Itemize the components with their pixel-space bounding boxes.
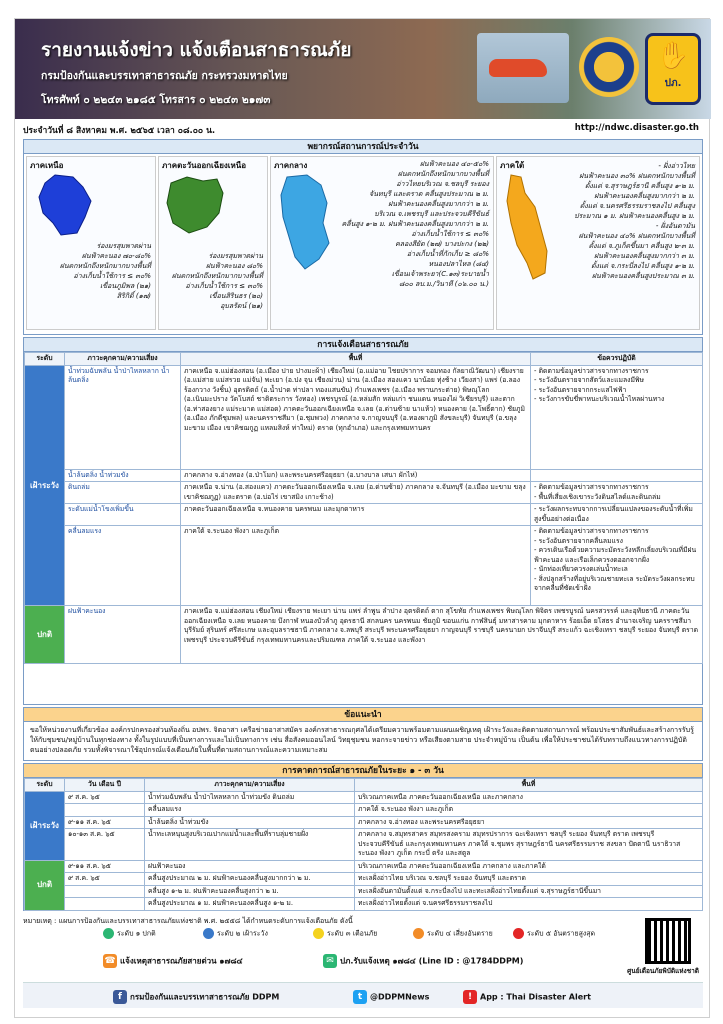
table-row: ระดับแม่น้ำโขงเพิ่มขึ้น ภาคตะวันออกเฉียงเหนือ จ.หนองคาย นครพนม และมุกดาหาร - ระวังผลกระทบจากการเปลี่ยนแปลงของระดับน้ำที่เพิ่มสูงขึ้นอย่างต่อเนื่อง: [25, 504, 703, 526]
region-northeast-title: ภาคตะวันออกเฉียงเหนือ: [162, 161, 247, 170]
legend-level-5: ระดับ ๕ อันตรายสูงสุด: [513, 928, 595, 940]
table-row: เฝ้าระวัง น้ำท่วมฉับพลัน น้ำป่าไหลหลาก น้ำล้นตลิ่ง ภาคเหนือ จ.แม่ฮ่องสอน (อ.เมือง ปาย ปางมะผ้า) เชียงใหม่ (อ.แม่อาย ไชยปราการ จอมทอง กัลยาณิวัฒนา) เชียงราย (อ.แม่สาย แม่สรวย แม่จัน) พะเยา (อ.ปง จุน เชียงม่วน) น่าน (อ.เมือง สองแคว นาน้อย ทุ่งช้าง เวียงสา) แพร่ (อ.ลอง ร้องกวาง วังชิ้น) อุตรดิตถ์ (อ.น้ำปาด ท่าปลา ทองแสนขัน) กำแพงเพชร (อ.เมือง พรานกระต่าย) พิษณุโลก (อ.เนินมะปราง วัดโบสถ์ ชาติตระการ วังทอง) เพชรบูรณ์ (อ.หล่มสัก หล่มเก่า ชนแดน หนองไผ่ วิเชียรบุรี) และตาก (อ.ท่าสองยาง แม่ระมาด แม่สอด) ภาคตะวันออกเฉียงเหนือ จ.เลย (อ.ด่านซ้าย นาแห้ว) หนองคาย (อ.โพธิ์ตาก) ชัยภูมิ (อ.เมือง ภักดีชุมพล) และนครราชสีมา (อ.ชุมพวง) ภาคกลาง จ.กาญจนบุรี (อ.ทองผาภูมิ สังขละบุรี) จันทบุรี (อ.ขลุง มะขาม เมือง เขาคิชฌกูฏ แหลมสิงห์ ท่าใหม่) ตราด (ทุกอำเภอ) และกรุงเทพมหานคร - ติดตามข้อมูลข่าวสารจากทางราชการ - ระวังอันตรายจากสัตว์และแมลงมีพิษ - ระวังอันตรายจากกระแสไฟฟ้า - ระวังการขับขี่พาหนะบริเวณน้ำไหลผ่านทาง: [25, 365, 703, 469]
warning-section: [23, 337, 703, 705]
twitter-icon: t: [353, 990, 367, 1004]
map-central: [277, 173, 333, 273]
forecast3-table: [24, 778, 703, 911]
table-row: ดินถล่ม ภาคเหนือ จ.น่าน (อ.สองแคว) ภาคตะวันออกเฉียงเหนือ จ.เลย (อ.ด่านซ้าย) ภาคกลาง จ.จันทบุรี (อ.เมือง มะขาม ขลุง เขาคิชฌกูฏ) และตราด (อ.บ่อไร่ เขาสมิง เกาะช้าง) - ติดตามข้อมูลข่าวสารจากทางราชการ - พื้นที่เสี่ยงเชิงเขาระวังดินสไลด์และดินถล่ม: [25, 482, 703, 504]
region-south-text: - ฝั่งอ่าวไทย ฝนฟ้าคะนอง ๓๐% ฝนตกหนักบางพื้นที่ ตั้งแต่ จ.สุราษฎร์ธานี คลื่นสูง ๑-๒ ม. ฝนฟ้าคะนองคลื่นสูงมากกว่า ๒ ม. ตั้งแต่ จ.นครศรีธรรมราชลงไป คลื่นสูง ประมาณ ๑ ม. ฝนฟ้าคะนองคลื่นสูง ๒ ม. - ฝั่งอันดามัน ฝนฟ้าคะนอง ๔๐% ฝนตกหนักบางพื้นที่ ตั้งแต่ จ.ภูเก็ตขึ้นมา คลื่นสูง ๒-๓ ม. ฝนฟ้าคะนองคลื่นสูงมากกว่า ๓ ม. ตั้งแต่ จ.กระบี่ลงไป คลื่นสูง ๑-๒ ม. ฝนฟ้าคะนองคลื่นสูงประมาณ ๓ ม.: [574, 162, 695, 280]
region-south: [496, 156, 700, 330]
forecast-title: พยากรณ์สถานการณ์ประจำวัน: [24, 140, 702, 154]
header-banner: [15, 19, 711, 119]
forecast3-section: [23, 763, 703, 911]
ministry-seal-icon: [579, 37, 639, 97]
advice-section: [23, 707, 703, 761]
app-icon: !: [463, 990, 477, 1004]
advice-title: ข้อแนะนำ: [24, 708, 702, 722]
footer: [23, 916, 703, 1014]
report-date: ประจำวันที่ ๘ สิงหาคม พ.ศ. ๒๕๖๕ เวลา ๐๘.๐๐ น.: [23, 126, 216, 136]
table-row: คลื่นลมแรง ภาคใต้ จ.ระนอง พังงา และภูเก็ต: [25, 804, 703, 817]
hotline[interactable]: ☎ แจ้งเหตุสาธารณภัยสายด่วน ๑๗๘๔: [104, 956, 243, 966]
ddpm-logo: [645, 33, 701, 105]
region-northeast: [158, 156, 268, 330]
table-row: ๙-๑๑ ส.ค. ๖๕ น้ำล้นตลิ่ง น้ำท่วมขัง ภาคกลาง จ.อ่างทอง และพระนครศรีอยุธยา: [25, 816, 703, 829]
qr-caption: ศูนย์เตือนภัยพิบัติแห่งชาติ: [627, 967, 699, 975]
warning-header-row: ระดับ ภาวะคุกคาม/ความเสี่ยง พื้นที่ ข้อควรปฏิบัติ: [25, 353, 703, 366]
region-north: [26, 156, 156, 330]
table-row: ปกติ ๙-๑๑ ส.ค. ๖๕ ฝนฟ้าคะนอง บริเวณภาคเหนือ ภาคตะวันออกเฉียงเหนือ ภาคกลาง และภาคใต้: [25, 860, 703, 873]
legend-level-4: ระดับ ๔ เสี่ยงอันตราย: [413, 928, 493, 940]
facebook-link[interactable]: f กรมป้องกันและบรรเทาสาธารณภัย DDPM: [113, 990, 279, 1004]
website-link[interactable]: http://ndwc.disaster.go.th: [574, 123, 699, 133]
region-central: [270, 156, 494, 330]
department-name: กรมป้องกันและบรรเทาสาธารณภัย กระทรวงมหาดไทย: [41, 70, 288, 82]
line-icon: ✉: [323, 954, 337, 968]
forecast-section: [23, 139, 703, 335]
table-row: คลื่นสูง ๑-๒ ม. ฝนฟ้าคะนองคลื่นสูงกว่า ๒ ม. ทะเลฝั่งอันดามันตั้งแต่ จ.กระบี่ลงไป และทะเลฝั่งอ่าวไทยตั้งแต่ จ.สุราษฎร์ธานีขึ้นมา: [25, 885, 703, 898]
report-frame: [14, 18, 710, 1018]
region-north-text: ร่องมรสุมพาดผ่าน ฝนฟ้าคะนอง ๗๐-๘๐% ฝนตกหนักถึงหนักมากบางพื้นที่ อ่างเก็บน้ำใช้การ ≤ ๓๐% เขื่อนภูมิพล (๒๑) สิริกิติ์ (๑๗): [59, 242, 151, 300]
page-title: รายงานแจ้งข่าว แจ้งเตือนสาธารณภัย: [41, 39, 352, 61]
table-row: ๙ ส.ค. ๖๕ คลื่นสูงประมาณ ๒ ม. ฝนฟ้าคะนองคลื่นสูงมากกว่า ๒ ม. ทะเลฝั่งอ่าวไทย บริเวณ จ.ชลบุรี ระยอง จันทบุรี และตราด: [25, 873, 703, 886]
contact-phone: โทรศัพท์ ๐ ๒๒๔๓ ๒๑๘๕ โทรสาร ๐ ๒๒๔๓ ๒๑๗๓: [41, 94, 271, 106]
table-row: ปกติ ฝนฟ้าคะนอง ภาคเหนือ จ.แม่ฮ่องสอน เชียงใหม่ เชียงราย พะเยา น่าน แพร่ ลำพูน ลำปาง อุตรดิตถ์ ตาก สุโขทัย กำแพงเพชร พิษณุโลก พิจิตร เพชรบูรณ์ นครสวรรค์ และอุทัยธานี ภาคตะวันออกเฉียงเหนือ จ.เลย หนองคาย บึงกาฬ หนองบัวลำภู อุดรธานี สกลนคร นครพนม ชัยภูมิ ขอนแก่น กาฬสินธุ์ มหาสารคาม มุกดาหาร ร้อยเอ็ด ยโสธร อำนาจเจริญ นครราชสีมา บุรีรัมย์ สุรินทร์ ศรีสะเกษ และอุบลราชธานี ภาคกลาง จ.ลพบุรี สระบุรี พระนครศรีอยุธยา กาญจนบุรี ราชบุรี นครนายก ปราจีนบุรี สระแก้ว ฉะเชิงเทรา ชลบุรี ระยอง จันทบุรี ตราด เพชรบุรี ประจวบคีรีขันธ์ กรุงเทพมหานครและปริมณฑล ภาคใต้ จ.ระนอง และพังงา: [25, 606, 703, 664]
region-northeast-text: ร่องมรสุมพาดผ่าน ฝนฟ้าคะนอง ๘๐% ฝนตกหนักถึงหนักมากบางพื้นที่ อ่างเก็บน้ำใช้การ ≤ ๓๐% เขื่อนสิรินธร (๒๐) อุบลรัตน์ (๒๑): [171, 252, 263, 310]
qr-code[interactable]: [645, 918, 691, 964]
orange-dot-icon: [413, 928, 424, 939]
facebook-icon: f: [113, 990, 127, 1004]
green-dot-icon: [103, 928, 114, 939]
map-northeast: [165, 173, 225, 237]
twitter-link[interactable]: t @DDPMNews: [353, 990, 429, 1004]
blue-dot-icon: [203, 928, 214, 939]
region-central-title: ภาคกลาง: [274, 161, 308, 170]
level-normal: ปกติ: [25, 606, 65, 664]
helicopter-photo: [477, 33, 569, 103]
warning-title: การแจ้งเตือนสาธารณภัย: [24, 338, 702, 352]
level-watch: เฝ้าระวัง: [25, 365, 65, 606]
forecast3-title: การคาดการณ์สาธารณภัยในระยะ ๑ - ๓ วัน: [24, 764, 702, 778]
table-row: คลื่นลมแรง ภาคใต้ จ.ระนอง พังงา และภูเก็ต - ติดตามข้อมูลข่าวสารจากทางราชการ - ระวังอันตรายจากคลื่นลมแรง - ควรเดินเรือด้วยความระมัดระวังหลีกเลี่ยงบริเวณที่มีฝนฟ้าคะนอง และเรือเล็กควรงดออกจากฝั่ง - นักท่องเที่ยวควรงดเล่นน้ำทะเล - สิ่งปลูกสร้างที่อยู่บริเวณชายทะเล ระมัดระวังผลกระทบจากคลื่นที่ซัดเข้าฝั่ง: [25, 526, 703, 606]
red-dot-icon: [513, 928, 524, 939]
map-south: [501, 173, 551, 283]
table-row: น้ำล้นตลิ่ง น้ำท่วมขัง ภาคกลาง จ.อ่างทอง (อ.ป่าโมก) และพระนครศรีอยุธยา (อ.บางบาล เสนา ผักไห่): [25, 469, 703, 482]
social-bar: [23, 982, 703, 1008]
forecast3-header-row: ระดับ วัน เดือน ปี ภาวะคุกคาม/ความเสี่ยง พื้นที่: [25, 779, 703, 792]
warning-table: [24, 352, 703, 664]
app-link[interactable]: ! App : Thai Disaster Alert: [463, 990, 591, 1004]
line-contact[interactable]: ✉ ปภ.รับแจ้งเหตุ ๑๗๘๔ (Line ID : @1784DDPM): [323, 954, 523, 968]
table-row: ๑๐-๑๓ ส.ค. ๖๕ น้ำทะเลหนุนสูงบริเวณปากแม่น้ำและพื้นที่ราบลุ่มชายฝั่ง ภาคกลาง จ.สมุทรสาคร สมุทรสงคราม สมุทรปราการ ฉะเชิงเทรา ชลบุรี ระยอง จันทบุรี ตราด เพชรบุรี ประจวบคีรีขันธ์ และกรุงเทพมหานคร ภาคใต้ จ.ชุมพร สุราษฎร์ธานี นครศรีธรรมราช สงขลา ปัตตานี นราธิวาส ระนอง พังงา ภูเก็ต กระบี่ ตรัง และสตูล: [25, 829, 703, 861]
region-central-text: ฝนฟ้าคะนอง ๔๐-๕๐% ฝนตกหนักถึงหนักมากบางพื้นที่ อ่าวไทยบริเวณ จ.ชลบุรี ระยอง จันทบุรี และตราด คลื่นสูงประมาณ ๒ ม. ฝนฟ้าคะนองคลื่นสูงมากกว่า ๒ ม. บริเวณ จ.เพชรบุรี และประจวบคีรีขันธ์ คลื่นสูง ๑-๒ ม. ฝนฟ้าคะนองคลื่นสูงมากกว่า ๒ ม. อ่างเก็บน้ำใช้การ ≤ ๓๐% คลองสียัด (๒๗) บางปะกง (๒๒) อ่างเก็บน้ำที่กักเก็บ ≥ ๘๐% หนองปลาไหล (๘๔) เขื่อนเจ้าพระยา(C.๑๓)ระบายน้ำ ๘๐๐ ลบ.ม./วินาที (๐๖.๐๐ น.): [341, 160, 489, 288]
phone-icon: ☎: [104, 956, 116, 966]
hand-icon: ✋: [656, 41, 690, 71]
table-row: คลื่นสูงประมาณ ๑ ม. ฝนฟ้าคะนองคลื่นสูง ๑-๒ ม. ทะเลฝั่งอ่าวไทยตั้งแต่ จ.นครศรีธรรมราชลงไป: [25, 898, 703, 911]
region-south-title: ภาคใต้: [500, 161, 525, 170]
legend-level-1: ระดับ ๑ ปกติ: [103, 928, 156, 940]
map-north: [35, 173, 95, 237]
logo-text: ปภ.: [664, 78, 682, 89]
legend-level-2: ระดับ ๒ เฝ้าระวัง: [203, 928, 268, 940]
yellow-dot-icon: [313, 928, 324, 939]
legend-level-3: ระดับ ๓ เตือนภัย: [313, 928, 377, 940]
advice-text: ขอให้หน่วยงานที่เกี่ยวข้อง องค์กรปกครองส่วนท้องถิ่น อปพร. จิตอาสา เครือข่ายอาสาสมัคร องค์กรสาธารณกุศลได้เตรียมความพร้อมตามแผนเผชิญเหตุ เฝ้าระวังและติดตามสถานการณ์ พร้อมประชาสัมพันธ์และสร้างการรับรู้ให้กับชุมชน/หมู่บ้านในทุกช่องทาง ทั้งในรูปแบบที่เป็นทางการและไม่เป็นทางการ เช่น สื่อสังคมออนไลน์ วิทยุชุมชน หอกระจายข่าว หรือเสียงตามสาย ประจำหมู่บ้าน เป็นต้น เพื่อให้ประชาชนได้รับทราบถึงแนวทางการปฏิบัติตนอย่างปลอดภัย รวมทั้งพิจารณาใช้อุปกรณ์แจ้งเตือนภัยในพื้นที่ตามสถานการณ์และความเหมาะสม: [30, 726, 694, 754]
dateline: [23, 123, 703, 137]
legend-note: หมายเหตุ : แผนการป้องกันและบรรเทาสาธารณภัยแห่งชาติ พ.ศ. ๒๕๕๘ ได้กำหนดระดับการแจ้งเตือนภัย ดังนี้: [23, 917, 353, 925]
region-north-title: ภาคเหนือ: [30, 161, 64, 170]
table-row: เฝ้าระวัง ๙ ส.ค. ๖๕ น้ำท่วมฉับพลัน น้ำป่าไหลหลาก น้ำท่วมขัง ดินถล่ม บริเวณภาคเหนือ ภาคตะวันออกเฉียงเหนือ และภาคกลาง: [25, 791, 703, 804]
